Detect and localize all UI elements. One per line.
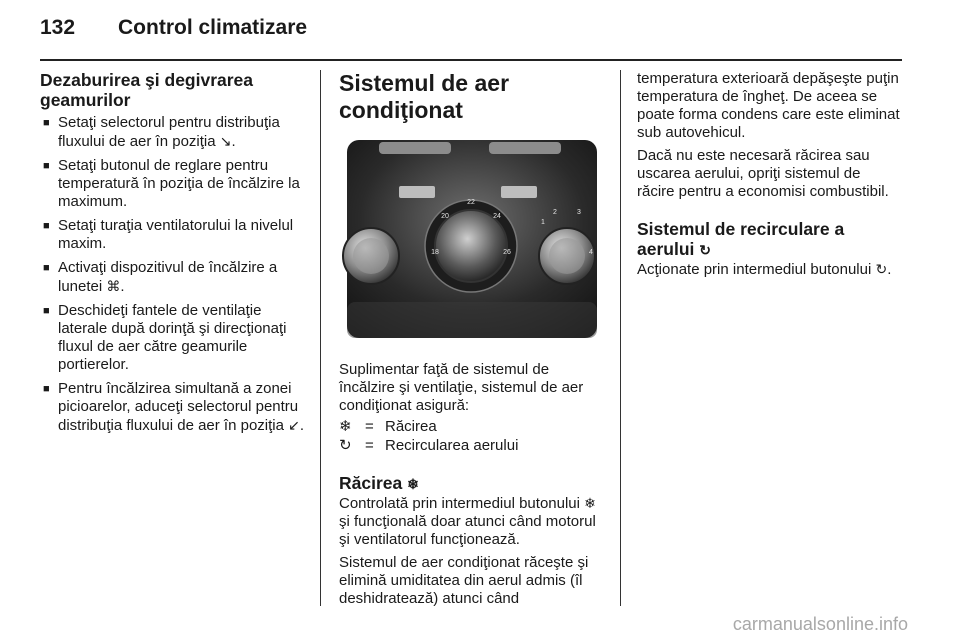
column-recirculation	[637, 70, 902, 279]
section-heading-defrost: Dezaburirea şi degivrarea geamurilor	[40, 70, 254, 110]
legend-equals: =	[365, 437, 374, 454]
legend-label: Recircularea aerului	[385, 437, 519, 454]
fan-tick: 1	[541, 219, 545, 226]
legend-label: Răcirea	[385, 418, 437, 435]
section-heading-recirculation: Sistemul de recirculare a aerului ↻	[637, 219, 845, 259]
rear-window-heater-icon: ⌘	[106, 278, 121, 294]
column-divider	[620, 70, 621, 606]
defrost-step: ■ Deschideţi fantele de ventilaţie laterale după dorinţă şi direcţionaţi fluxul de aer către geamurile portierelor.	[40, 302, 308, 374]
temp-tick: 22	[467, 199, 475, 206]
legend-row	[339, 436, 605, 455]
cooling-paragraph-2: Sistemul de aer condiţionat răceşte şi elimină umiditatea din aerul admis (îl deshidratează) atunci când	[339, 554, 589, 607]
defrost-step: ■ Setaţi selectorul pentru distribuţia fluxului de aer în poziţia ↘.	[40, 114, 308, 151]
watermark: carmanualsonline.info	[732, 614, 908, 634]
ac-off-paragraph: Dacă nu este necesară răcirea sau uscarea aerului, opriţi sistemul de răcire pentru a economisi combustibil.	[637, 147, 889, 200]
fan-tick: 4	[589, 249, 593, 256]
recirculation-icon: ↻	[875, 261, 888, 277]
page-header	[40, 16, 902, 46]
footwell-windscreen-icon: ↙	[288, 417, 300, 433]
climate-control-panel-photo	[339, 134, 605, 346]
defrost-step: ■ Activaţi dispozitivul de încălzire a lunetei ⌘.	[40, 259, 308, 296]
snowflake-icon: ❄	[407, 476, 419, 492]
defrost-steps-list	[40, 114, 308, 435]
defrost-step: ■ Setaţi butonul de reglare pentru temperatură în poziţia de încălzire la maximum.	[40, 157, 308, 211]
section-heading-cooling: Răcirea ❄	[339, 473, 419, 493]
snowflake-icon: ❄	[339, 418, 352, 435]
column-divider	[320, 70, 321, 606]
page-title: Control climatizare	[118, 16, 308, 39]
column-defrost	[40, 70, 308, 441]
recirculation-icon: ↻	[699, 242, 711, 258]
defrost-step: ■ Setaţi turaţia ventilatorului la nivelul maxim.	[40, 217, 308, 253]
temp-tick: 18	[431, 249, 439, 256]
ac-intro: Suplimentar faţă de sistemul de încălzire şi ventilaţie, sistemul de aer condiţionat asigură:	[339, 361, 584, 414]
header-rule	[40, 59, 902, 61]
legend-row	[339, 417, 605, 436]
cooling-paragraph-continued: temperatura exterioară depăşeşte puţin temperatura de îngheţ. De aceea se poate forma condens care este eliminat sub autovehicul.	[637, 70, 900, 141]
fan-tick: 2	[553, 209, 557, 216]
defrost-step: ■ Pentru încălzirea simultană a zonei picioarelor, aduceţi selectorul pentru distribuţia fluxului de aer în poziţia ↙.	[40, 380, 308, 435]
recirculation-paragraph: Acţionate prin intermediul butonului ↻.	[637, 261, 892, 278]
snowflake-icon: ❄	[584, 495, 596, 511]
section-heading-ac: Sistemul de aer condiţionat	[339, 70, 510, 123]
temp-tick: 26	[503, 249, 511, 256]
column-ac	[339, 70, 605, 608]
cooling-paragraph-1: Controlată prin intermediul butonului ❄ şi funcţională doar atunci când motorul şi ventilatorul funcţionează.	[339, 495, 596, 548]
windscreen-airflow-icon: ↘	[219, 133, 232, 149]
legend-equals: =	[365, 418, 374, 435]
temp-tick: 20	[441, 213, 449, 220]
page-number: 132	[40, 16, 76, 39]
temp-tick: 24	[493, 213, 501, 220]
symbol-legend	[339, 417, 605, 455]
recirculation-icon: ↻	[339, 437, 352, 454]
fan-tick: 3	[577, 209, 581, 216]
